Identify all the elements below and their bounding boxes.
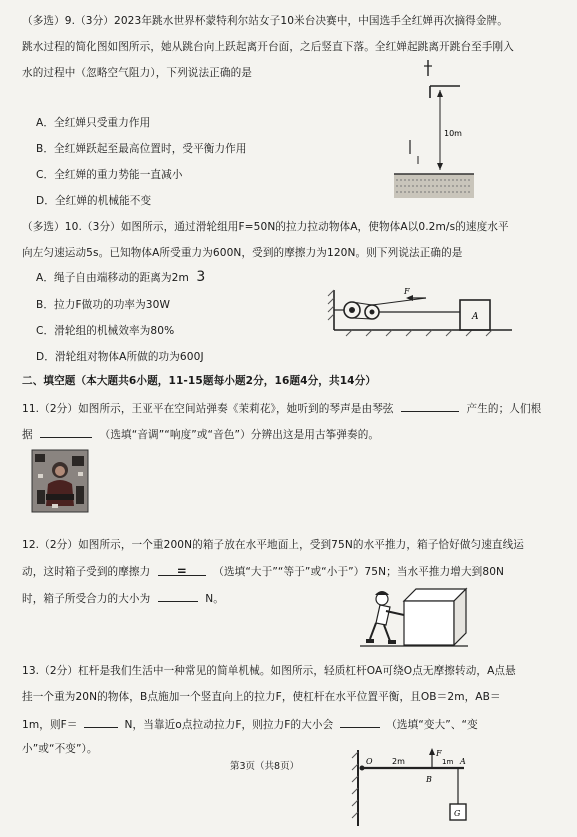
q13-line3-lead: 1m，则F＝ [22,719,78,731]
section-heading: 二、填空题（本大题共6小题，11-15题每小题2分，16题4分，共14分） [22,375,377,387]
q9-stem-line3: 水的过程中（忽略空气阻力），下列说法正确的是 [22,67,252,79]
q13-line1: 13.（2分）杠杆是我们生活中一种常见的简单机械。如图所示，轻质杠杆OA可绕O点无摩擦转动，A点悬 [22,665,516,677]
q11-line1 [22,400,563,416]
ab-length-label: 1m [442,758,454,766]
point-a-label: A [460,757,466,766]
pushing-box-figure [360,585,470,655]
q12-blank-2[interactable] [158,590,198,602]
weight-g-label: G [454,809,461,818]
height-label: 10m [444,129,462,138]
q13-blank-2[interactable] [340,716,380,728]
q12-line3-text: 时，箱子所受合力的大小为 [22,593,151,605]
q11-blank-1[interactable] [401,400,459,412]
point-b-label: B [426,775,432,784]
q13-line3-text: N，当靠近o点拉动拉力F，则拉力F的大小会 [124,719,334,731]
astronaut-photo [32,450,88,512]
q9-stem-line1: （多选）9.（3分）2023年跳水世界杯蒙特利尔站女子10米台决赛中，中国选手全红婵再次摘得金牌。 [22,15,508,27]
q10-stem-line2: 向左匀速运动5s。已知物体A所受重力为600N，受到的摩擦力为120N。则下列说法正确的是 [22,247,463,259]
q11-line2 [22,426,563,442]
q13-line4: 小”或“不变”）。 [22,743,98,755]
force-f-label: F [436,749,442,758]
q10-option-a [36,270,563,285]
q13-line2: 挂一个重为20N的物体，B点施加一个竖直向上的拉力F，使杠杆在水平位置平衡，且OB＝2m，AB＝ [22,691,501,703]
q11-line1-text: 11.（2分）如图所示，王亚平在空间站弹奏《茉莉花》，她听到的琴声是由琴弦 [22,403,394,415]
q9-stem-line2: 跳水过程的简化图如图所示，她从跳台向上跃起离开台面，之后竖直下落。全红婵起跳离开跳台至手刚入 [22,41,514,53]
q10-option-d: D．滑轮组对物体A所做的功为600J [36,351,204,363]
q12-line2-text: 动，这时箱子受到的摩擦力 [22,566,151,578]
q10-option-a-text: A．绳子自由端移动的距离为2m [36,272,189,284]
q11-blank-2[interactable] [40,426,92,438]
pulley-system-figure [326,288,516,336]
q9-option-a: A．全红婵只受重力作用 [36,117,151,129]
q13-line3 [22,716,563,732]
q12-line2-tail: （选填“大于”“等于”或“小于”）75N；当水平推力增大到80N [213,566,505,578]
q12-line3 [22,590,563,606]
block-a-label: A [472,312,479,322]
force-label: F [404,287,410,296]
q10-option-c: C．滑轮组的机械效率为80% [36,325,175,337]
q12-line1: 12.（2分）如图所示，一个重200N的箱子放在水平地面上，受到75N的水平推力，箱子恰好做匀速直线运 [22,539,524,551]
lever-figure [352,748,482,828]
q13-blank-1[interactable] [84,716,118,728]
q11-line2-lead: 据 [22,429,33,441]
q10-option-b: B．拉力F做功的功率为30W [36,299,171,311]
q12-line2 [22,564,563,579]
q9-option-d: D．全红婵的机械能不变 [36,195,152,207]
q13-line3-tail: （选填“变大”、“变 [386,719,478,731]
q11-line1-tail: 产生的；人们根 [466,403,542,415]
pivot-o-label: O [366,757,373,766]
q11-line2-text: （选填“音调”“响度”或“音色”）分辨出这是用古筝弹奏的。 [99,429,380,441]
q9-option-b: B．全红婵跃起至最高位置时，受平衡力作用 [36,143,247,155]
q12-line3-tail: N。 [205,593,224,605]
q10-stem-line1: （多选）10.（3分）如图所示，通过滑轮组用F=50N的拉力拉动物体A，使物体A以0.2m/s的速度水平 [22,221,509,233]
page-number: 第3页（共8页） [230,761,300,772]
q12-blank-1[interactable]: = [158,564,206,576]
diving-platform-figure [388,58,478,208]
ob-length-label: 2m [392,757,405,766]
q9-option-c: C．全红婵的重力势能一直减小 [36,169,183,181]
handwritten-mark: 3 [196,269,206,285]
